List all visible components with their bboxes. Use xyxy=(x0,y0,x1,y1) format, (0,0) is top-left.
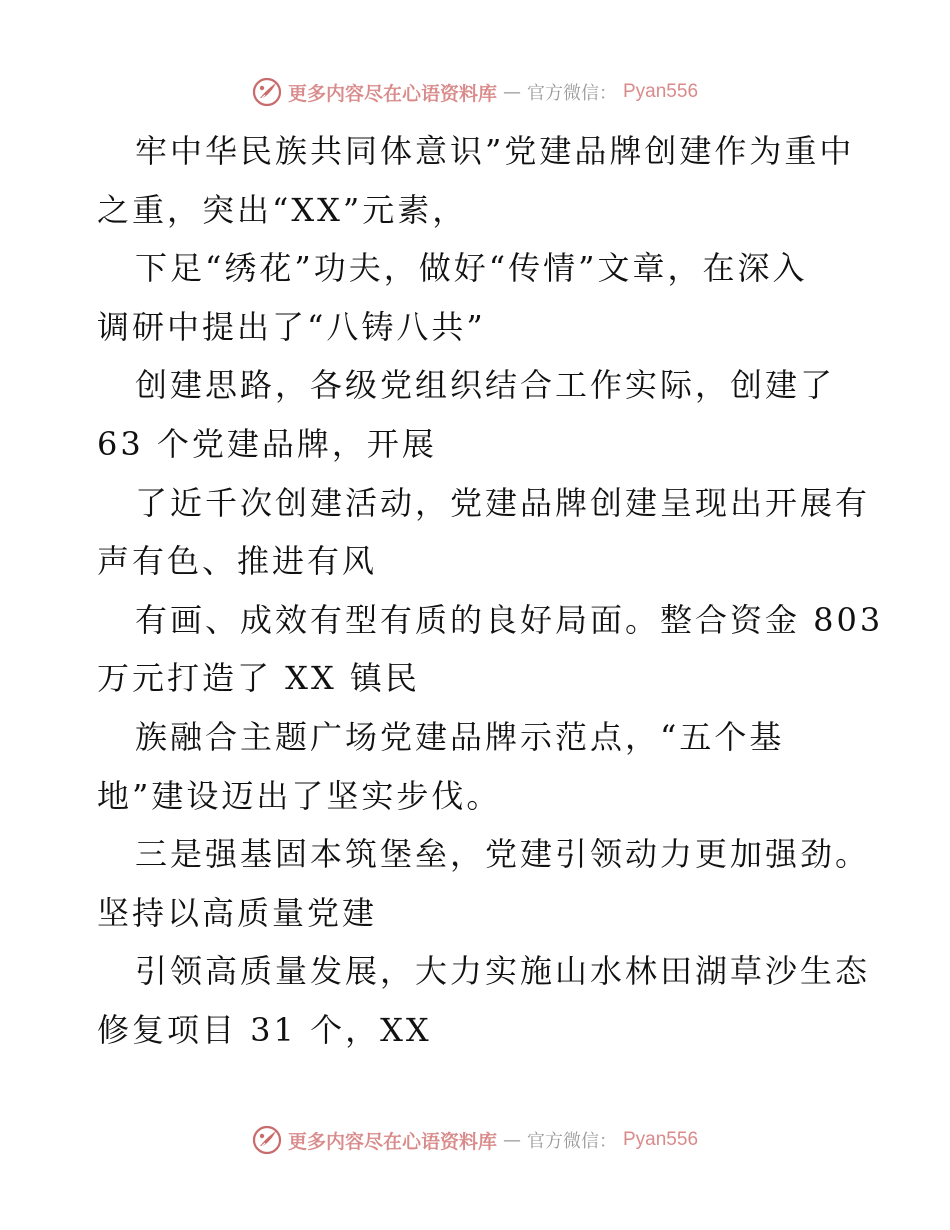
paragraph-line: 之重，突出“XX”元素， xyxy=(97,190,468,229)
paragraph-line: 下足“绣花”功夫，做好“传情”文章，在深入 xyxy=(135,249,808,288)
paragraph-line: 修复项目 31 个，XX xyxy=(97,1010,432,1049)
watermark-brand: 更多内容尽在心语资料库 xyxy=(287,1130,497,1153)
paragraph-line: 创建思路，各级党组织结合工作实际，创建了 xyxy=(135,366,836,405)
footer-watermark xyxy=(0,1120,950,1160)
paragraph-line: 调研中提出了“八铸八共” xyxy=(97,307,486,346)
paragraph-line: 63 个党建品牌，开展 xyxy=(97,424,437,463)
header-watermark xyxy=(0,72,950,112)
paragraph-line: 三是强基固本筑堡垒，党建引领动力更加强劲。 xyxy=(135,835,871,874)
watermark-separator: — xyxy=(503,1129,521,1151)
watermark-wechat-label: 官方微信： xyxy=(527,83,617,104)
paragraph-line: 族融合主题广场党建品牌示范点，“五个基 xyxy=(135,717,785,756)
watermark-brand: 更多内容尽在心语资料库 xyxy=(287,82,497,105)
paragraph-line: 声有色、推进有风 xyxy=(97,542,378,581)
paragraph-line: 有画、成效有型有质的良好局面。整合资金 803 xyxy=(135,600,884,639)
watermark-wechat-id: Pyan556 xyxy=(623,1129,699,1150)
quill-logo-icon xyxy=(252,77,282,107)
watermark-wechat-id: Pyan556 xyxy=(623,81,699,102)
paragraph-line: 坚持以高质量党建 xyxy=(97,893,378,932)
paragraph-line: 地”建设迈出了坚实步伐。 xyxy=(97,776,502,815)
paragraph-line: 牢中华民族共同体意识”党建品牌创建作为重中 xyxy=(135,132,855,170)
paragraph-line: 了近千次创建活动，党建品牌创建呈现出开展有 xyxy=(135,483,871,522)
watermark-wechat-label: 官方微信： xyxy=(527,1131,617,1152)
quill-logo-icon xyxy=(252,1125,282,1155)
watermark-separator: — xyxy=(503,81,521,103)
document-body xyxy=(97,122,884,1060)
paragraph-line: 引领高质量发展，大力实施山水林田湖草沙生态 xyxy=(135,952,871,991)
paragraph-line: 万元打造了 XX 镇民 xyxy=(97,659,420,698)
